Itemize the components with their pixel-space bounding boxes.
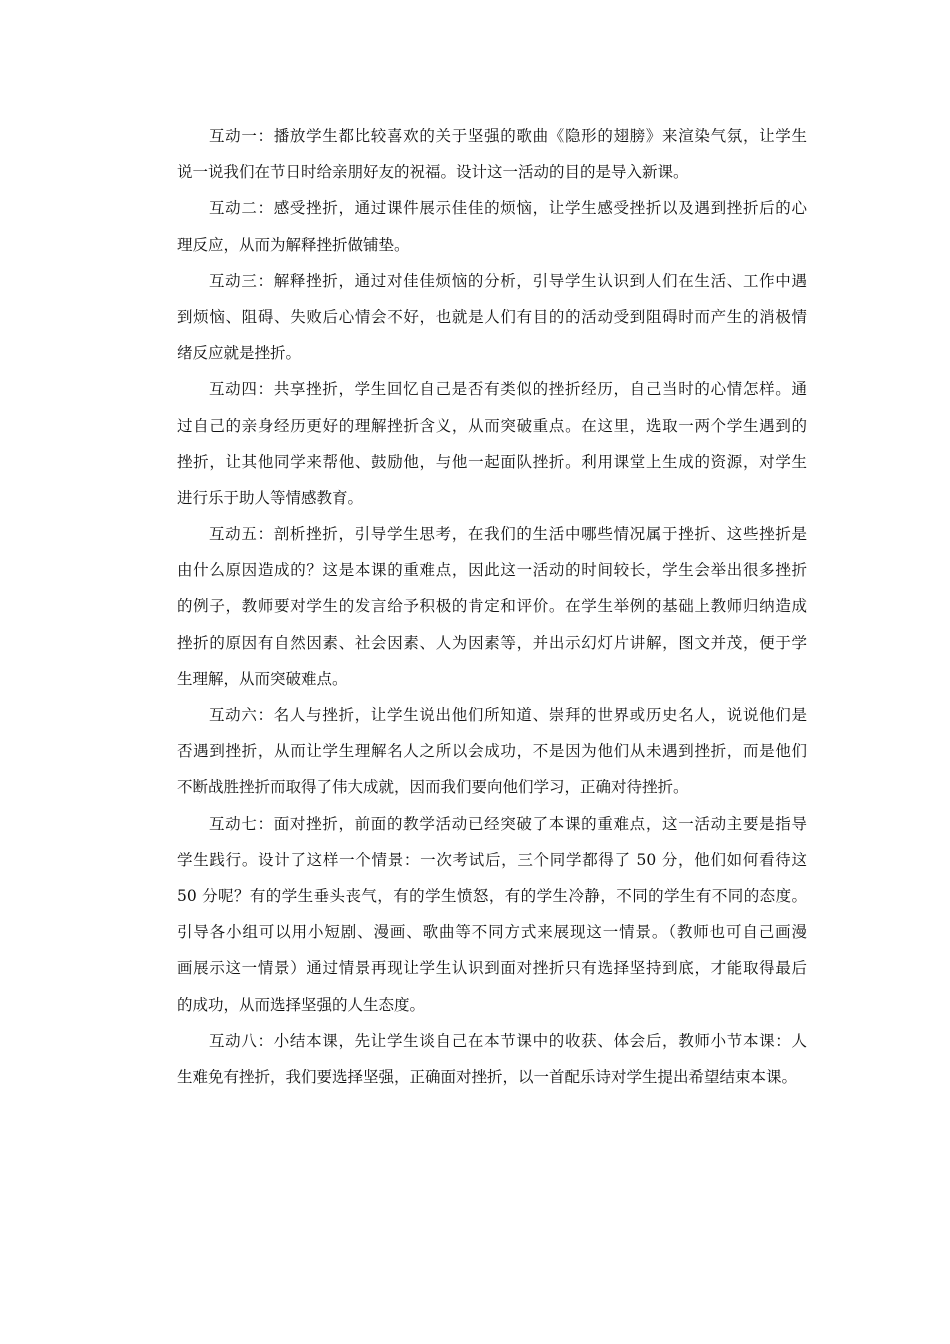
paragraph-6 (145, 703, 807, 812)
text-line: 进行乐于助人等情感教育。 (177, 488, 364, 507)
paragraph-8 (145, 1029, 807, 1101)
text-line: 否遇到挫折，从而让学生理解名人之所以会成功，不是因为他们从未遇到挫折，而是他们 (177, 742, 807, 761)
text-line: 互动二：感受挫折，通过课件展示佳佳的烦恼，让学生感受挫折以及遇到挫折后的心 (209, 199, 807, 218)
text-line: 理反应，从而为解释挫折做铺垫。 (177, 235, 410, 254)
text-line: 过自己的亲身经历更好的理解挫折含义，从而突破重点。在这里，选取一两个学生遇到的 (177, 416, 807, 435)
text-line: 生难免有挫折，我们要选择坚强，正确面对挫折，以一首配乐诗对学生提出希望结束本课。 (177, 1067, 798, 1086)
paragraph-7 (145, 812, 807, 1029)
text-line: 生理解，从而突破难点。 (177, 669, 348, 688)
text-line: 绪反应就是挫折。 (177, 344, 302, 363)
paragraph-2 (145, 196, 807, 268)
text-line: 互动六：名人与挫折，让学生说出他们所知道、崇拜的世界或历史名人，说说他们是 (209, 706, 807, 724)
paragraph-3 (145, 269, 807, 378)
text-line: 引导各小组可以用小短剧、漫画、歌曲等不同方式来展现这一情景。（教师也可自己画漫 (177, 923, 807, 942)
text-line: 挫折，让其他同学来帮他、鼓励他，与他一起面队挫折。利用课堂上生成的资源，对学生 (177, 452, 807, 471)
text-line: 画展示这一情景）通过情景再现让学生认识到面对挫折只有选择坚持到底，才能取得最后 (177, 959, 807, 978)
document-body (145, 124, 807, 1101)
text-line: 由什么原因造成的？这是本课的重难点，因此这一活动的时间较长，学生会举出很多挫折 (177, 561, 807, 580)
text-line: 的成功，从而选择坚强的人生态度。 (177, 995, 426, 1014)
text-line: 互动四：共享挫折，学生回忆自己是否有类似的挫折经历，自己当时的心情怎样。通 (209, 380, 807, 399)
text-line: 互动七：面对挫折，前面的教学活动已经突破了本课的重难点，这一活动主要是指导 (209, 814, 807, 833)
text-line: 互动五：剖析挫折，引导学生思考，在我们的生活中哪些情况属于挫折、这些挫折是 (209, 525, 807, 544)
paragraph-5 (145, 522, 807, 703)
paragraph-1 (145, 124, 807, 196)
text-line: 互动三：解释挫折，通过对佳佳烦恼的分析，引导学生认识到人们在生活、工作中遇 (209, 271, 807, 290)
text-line: 到烦恼、阻碍、失败后心情会不好，也就是人们有目的的活动受到阻碍时而产生的消极情 (177, 307, 807, 326)
text-line: 说一说我们在节日时给亲朋好友的祝福。设计这一活动的目的是导入新课。 (177, 163, 689, 182)
text-line: 挫折的原因有自然因素、社会因素、人为因素等，并出示幻灯片讲解，图文并茂，便于学 (177, 633, 807, 652)
text-line: 的例子，教师要对学生的发言给予积极的肯定和评价。在学生举例的基础上教师归纳造成 (177, 597, 807, 616)
text-line: 互动一：播放学生都比较喜欢的关于坚强的歌曲《隐形的翅膀》来渲染气氛，让学生 (209, 127, 807, 145)
text-line: 学生践行。设计了这样一个情景：一次考试后，三个同学都得了 50 分，他们如何看待这 (177, 850, 807, 869)
paragraph-4 (145, 377, 807, 522)
text-line: 不断战胜挫折而取得了伟大成就，因而我们要向他们学习，正确对待挫折。 (177, 778, 689, 797)
text-line: 50 分呢？有的学生垂头丧气，有的学生愤怒，有的学生冷静，不同的学生有不同的态度。 (177, 886, 807, 905)
text-line: 互动八：小结本课，先让学生谈自己在本节课中的收获、体会后，教师小节本课：人 (209, 1031, 807, 1050)
